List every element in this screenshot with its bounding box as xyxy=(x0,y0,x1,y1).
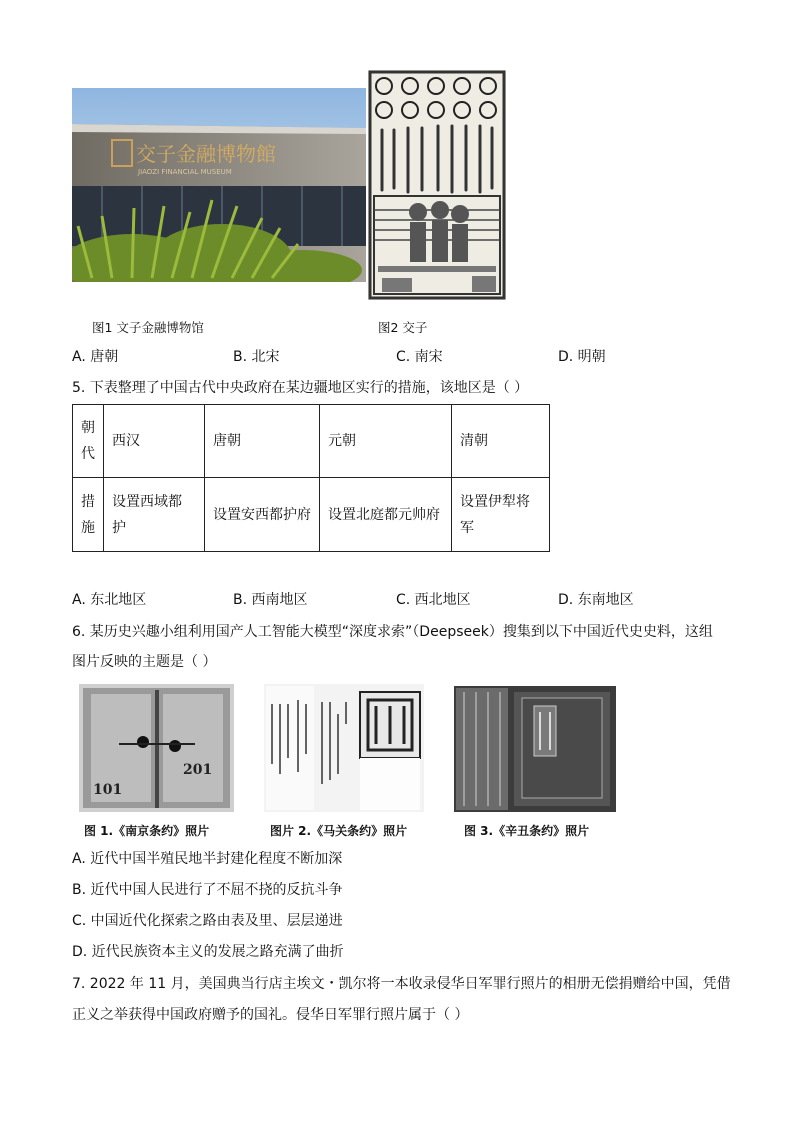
table-cell-line: 护 xyxy=(112,519,126,536)
boxer-protocol-photo xyxy=(454,686,616,812)
table-cell-line: 设置伊犁将 xyxy=(460,493,530,510)
q5-option-b: B. 西南地区 xyxy=(233,592,308,608)
q7-stem-line1: 7. 2022 年 11 月，美国典当行店主埃文・凯尔将一本收录侵华日军罪行照片的相册无偿捐赠给中国，凭借 xyxy=(72,976,731,992)
table-row-char: 施 xyxy=(81,519,95,536)
nanjing-treaty-photo xyxy=(79,684,234,812)
table-cell: 设置安西都护府 xyxy=(205,478,320,552)
q6-stem-line2: 图片反映的主题是（ ） xyxy=(72,654,217,670)
table-header-char: 代 xyxy=(81,446,95,462)
svg-text:201: 201 xyxy=(183,762,213,778)
q4-option-d: D. 明朝 xyxy=(558,349,606,365)
q5-table xyxy=(72,404,550,552)
q4-option-c: C. 南宋 xyxy=(396,349,443,365)
museum-photo xyxy=(72,88,366,282)
table-cell: 设置北庭都元帅府 xyxy=(320,478,452,552)
shimonoseki-treaty-photo xyxy=(264,684,424,812)
q6-option-b: B. 近代中国人民进行了不屈不挠的反抗斗争 xyxy=(72,882,343,898)
svg-text:101: 101 xyxy=(93,782,123,798)
figure2-shimonoseki-caption: 图片 2.《马关条约》照片 xyxy=(270,824,408,838)
q6-option-c: C. 中国近代化探索之路由表及里、层层递进 xyxy=(72,913,343,929)
museum-sign-text: 交子金融博物館 xyxy=(136,142,276,166)
jiaozi-banknote-image xyxy=(368,70,506,300)
table-row xyxy=(73,478,550,552)
table-cell-line: 军 xyxy=(460,519,474,536)
q6-option-d: D. 近代民族资本主义的发展之路充满了曲折 xyxy=(72,944,344,960)
table-cell: 唐朝 xyxy=(205,405,320,478)
table-cell: 西汉 xyxy=(104,405,205,478)
q5-option-d: D. 东南地区 xyxy=(558,592,634,608)
table-header-char: 朝 xyxy=(81,420,95,436)
table-cell: 清朝 xyxy=(452,405,550,478)
q5-option-a: A. 东北地区 xyxy=(72,592,147,608)
table-row xyxy=(73,405,550,478)
q5-stem: 5. 下表整理了中国古代中央政府在某边疆地区实行的措施，该地区是（ ） xyxy=(72,380,529,396)
table-row-label xyxy=(73,478,104,552)
table-cell: 元朝 xyxy=(320,405,452,478)
q6-stem-line1: 6. 某历史兴趣小组利用国产人工智能大模型“深度求索”（Deepseek）搜集到以下中国近代史史料，这组 xyxy=(72,624,713,640)
table-cell xyxy=(452,478,550,552)
figure1-nanjing-caption: 图 1.《南京条约》照片 xyxy=(84,824,210,838)
table-header-label xyxy=(73,405,104,478)
q4-option-b: B. 北宋 xyxy=(233,349,280,365)
q6-option-a: A. 近代中国半殖民地半封建化程度不断加深 xyxy=(72,851,343,867)
table-cell xyxy=(104,478,205,552)
q5-option-c: C. 西北地区 xyxy=(396,592,471,608)
q4-option-a: A. 唐朝 xyxy=(72,349,119,365)
museum-sign-en: JIAOZI FINANCIAL MUSEUM xyxy=(138,168,232,176)
table-row-char: 措 xyxy=(81,493,95,510)
table-cell-line: 设置西域都 xyxy=(112,493,182,510)
figure3-boxer-caption: 图 3.《辛丑条约》照片 xyxy=(464,824,590,838)
figure2-caption: 图2 交子 xyxy=(378,320,428,335)
figure1-caption: 图1 文子金融博物馆 xyxy=(92,320,204,335)
q7-stem-line2: 正义之举获得中国政府赠予的国礼。侵华日军罪行照片属于（ ） xyxy=(72,1007,469,1023)
